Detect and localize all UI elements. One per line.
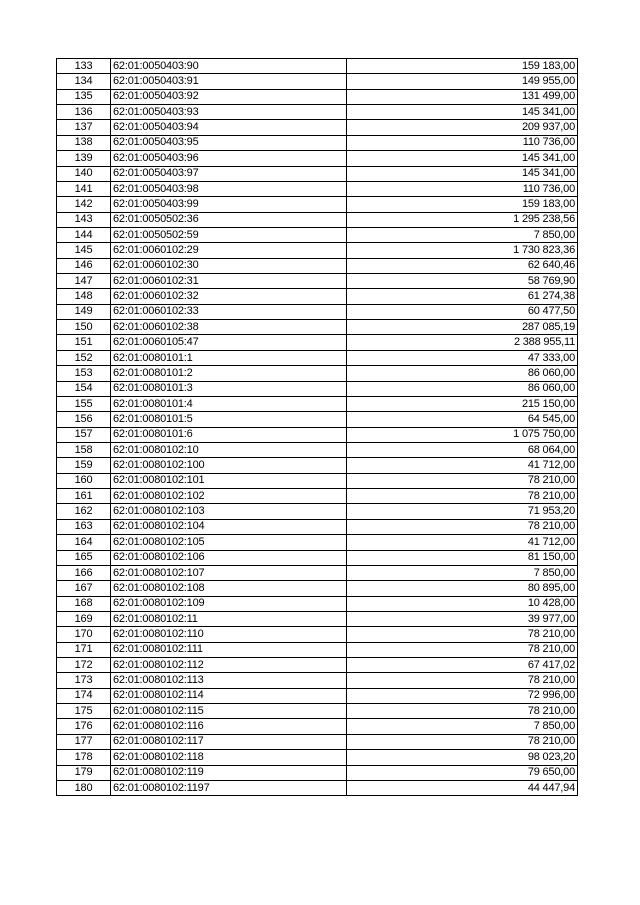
cadastral-number-cell: 62:01:0080102:1197 [111, 780, 347, 795]
value-cell: 145 341,00 [347, 105, 578, 120]
row-number-cell: 175 [57, 704, 111, 719]
value-cell: 287 085,19 [347, 320, 578, 335]
cadastral-number-cell: 62:01:0050403:99 [111, 197, 347, 212]
table-row [57, 243, 578, 258]
value-cell: 98 023,20 [347, 750, 578, 765]
table-row [57, 274, 578, 289]
table-row [57, 473, 578, 488]
cadastral-number-cell: 62:01:0080102:111 [111, 642, 347, 657]
cadastral-number-cell: 62:01:0080102:10 [111, 442, 347, 457]
table-row [57, 596, 578, 611]
table-row [57, 320, 578, 335]
table-row [57, 565, 578, 580]
cadastral-number-cell: 62:01:0080102:119 [111, 765, 347, 780]
cadastral-number-cell: 62:01:0080101:6 [111, 427, 347, 442]
row-number-cell: 162 [57, 504, 111, 519]
row-number-cell: 143 [57, 212, 111, 227]
value-cell: 159 183,00 [347, 59, 578, 74]
row-number-cell: 169 [57, 611, 111, 626]
row-number-cell: 134 [57, 74, 111, 89]
cadastral-number-cell: 62:01:0080101:1 [111, 350, 347, 365]
cadastral-number-cell: 62:01:0050403:92 [111, 89, 347, 104]
cadastral-number-cell: 62:01:0080102:113 [111, 673, 347, 688]
cadastral-number-cell: 62:01:0060102:31 [111, 274, 347, 289]
table-row [57, 765, 578, 780]
row-number-cell: 166 [57, 565, 111, 580]
table-row [57, 642, 578, 657]
table-row [57, 504, 578, 519]
table-row [57, 673, 578, 688]
cadastral-number-cell: 62:01:0080102:109 [111, 596, 347, 611]
value-cell: 41 712,00 [347, 535, 578, 550]
table-row [57, 89, 578, 104]
value-cell: 78 210,00 [347, 704, 578, 719]
value-cell: 10 428,00 [347, 596, 578, 611]
row-number-cell: 150 [57, 320, 111, 335]
row-number-cell: 170 [57, 627, 111, 642]
table-row [57, 212, 578, 227]
row-number-cell: 152 [57, 350, 111, 365]
table-row [57, 304, 578, 319]
row-number-cell: 168 [57, 596, 111, 611]
table-body [57, 59, 578, 796]
table-row [57, 550, 578, 565]
table-row [57, 489, 578, 504]
table-row [57, 258, 578, 273]
row-number-cell: 163 [57, 519, 111, 534]
cadastral-number-cell: 62:01:0060102:32 [111, 289, 347, 304]
value-cell: 44 447,94 [347, 780, 578, 795]
cadastral-number-cell: 62:01:0080101:4 [111, 396, 347, 411]
cadastral-number-cell: 62:01:0080102:118 [111, 750, 347, 765]
table-row [57, 581, 578, 596]
table-row [57, 412, 578, 427]
cadastral-number-cell: 62:01:0080102:115 [111, 704, 347, 719]
row-number-cell: 171 [57, 642, 111, 657]
table-row [57, 611, 578, 626]
cadastral-number-cell: 62:01:0080102:104 [111, 519, 347, 534]
value-cell: 131 499,00 [347, 89, 578, 104]
value-cell: 7 850,00 [347, 719, 578, 734]
row-number-cell: 172 [57, 658, 111, 673]
cadastral-number-cell: 62:01:0080102:108 [111, 581, 347, 596]
cadastral-number-cell: 62:01:0080102:11 [111, 611, 347, 626]
table-row [57, 688, 578, 703]
table-row [57, 704, 578, 719]
value-cell: 47 333,00 [347, 350, 578, 365]
value-cell: 149 955,00 [347, 74, 578, 89]
row-number-cell: 164 [57, 535, 111, 550]
row-number-cell: 138 [57, 135, 111, 150]
value-cell: 1 730 823,36 [347, 243, 578, 258]
value-cell: 78 210,00 [347, 627, 578, 642]
table-row [57, 197, 578, 212]
cadastral-number-cell: 62:01:0080102:101 [111, 473, 347, 488]
row-number-cell: 159 [57, 458, 111, 473]
cadastral-number-cell: 62:01:0050502:36 [111, 212, 347, 227]
row-number-cell: 154 [57, 381, 111, 396]
cadastral-number-cell: 62:01:0050403:97 [111, 166, 347, 181]
table-row [57, 227, 578, 242]
row-number-cell: 156 [57, 412, 111, 427]
table-row [57, 627, 578, 642]
cadastral-number-cell: 62:01:0080102:100 [111, 458, 347, 473]
table-row [57, 442, 578, 457]
table-row [57, 135, 578, 150]
value-cell: 78 210,00 [347, 734, 578, 749]
value-cell: 80 895,00 [347, 581, 578, 596]
value-cell: 71 953,20 [347, 504, 578, 519]
value-cell: 60 477,50 [347, 304, 578, 319]
value-cell: 68 064,00 [347, 442, 578, 457]
table-row [57, 59, 578, 74]
value-cell: 39 977,00 [347, 611, 578, 626]
value-cell: 209 937,00 [347, 120, 578, 135]
value-cell: 41 712,00 [347, 458, 578, 473]
cadastral-number-cell: 62:01:0050403:90 [111, 59, 347, 74]
cadastral-number-cell: 62:01:0050403:93 [111, 105, 347, 120]
cadastral-number-cell: 62:01:0080102:102 [111, 489, 347, 504]
row-number-cell: 153 [57, 366, 111, 381]
row-number-cell: 145 [57, 243, 111, 258]
cadastral-number-cell: 62:01:0080102:114 [111, 688, 347, 703]
value-cell: 78 210,00 [347, 473, 578, 488]
row-number-cell: 179 [57, 765, 111, 780]
value-cell: 78 210,00 [347, 519, 578, 534]
cadastral-number-cell: 62:01:0080102:116 [111, 719, 347, 734]
table-row [57, 458, 578, 473]
value-cell: 159 183,00 [347, 197, 578, 212]
cadastral-number-cell: 62:01:0080102:110 [111, 627, 347, 642]
table-row [57, 519, 578, 534]
cadastral-number-cell: 62:01:0050403:96 [111, 151, 347, 166]
table-row [57, 151, 578, 166]
value-cell: 110 736,00 [347, 181, 578, 196]
cadastral-number-cell: 62:01:0050502:59 [111, 227, 347, 242]
table-row [57, 535, 578, 550]
row-number-cell: 144 [57, 227, 111, 242]
row-number-cell: 135 [57, 89, 111, 104]
row-number-cell: 160 [57, 473, 111, 488]
table-row [57, 658, 578, 673]
row-number-cell: 157 [57, 427, 111, 442]
row-number-cell: 140 [57, 166, 111, 181]
value-cell: 7 850,00 [347, 565, 578, 580]
value-cell: 67 417,02 [347, 658, 578, 673]
cadastral-number-cell: 62:01:0060102:30 [111, 258, 347, 273]
table-row [57, 396, 578, 411]
row-number-cell: 173 [57, 673, 111, 688]
row-number-cell: 149 [57, 304, 111, 319]
cadastral-number-cell: 62:01:0050403:95 [111, 135, 347, 150]
row-number-cell: 174 [57, 688, 111, 703]
value-cell: 81 150,00 [347, 550, 578, 565]
row-number-cell: 139 [57, 151, 111, 166]
row-number-cell: 177 [57, 734, 111, 749]
row-number-cell: 137 [57, 120, 111, 135]
cadastral-number-cell: 62:01:0080101:3 [111, 381, 347, 396]
row-number-cell: 176 [57, 719, 111, 734]
cadastral-value-table [56, 58, 578, 796]
table-row [57, 120, 578, 135]
row-number-cell: 133 [57, 59, 111, 74]
value-cell: 1 295 238,56 [347, 212, 578, 227]
cadastral-number-cell: 62:01:0080102:106 [111, 550, 347, 565]
value-cell: 145 341,00 [347, 166, 578, 181]
value-cell: 86 060,00 [347, 381, 578, 396]
table-row [57, 289, 578, 304]
value-cell: 7 850,00 [347, 227, 578, 242]
table-row [57, 74, 578, 89]
value-cell: 78 210,00 [347, 673, 578, 688]
table-row [57, 166, 578, 181]
table-row [57, 181, 578, 196]
table-row [57, 427, 578, 442]
table-row [57, 734, 578, 749]
value-cell: 145 341,00 [347, 151, 578, 166]
row-number-cell: 141 [57, 181, 111, 196]
table-row [57, 366, 578, 381]
value-cell: 64 545,00 [347, 412, 578, 427]
value-cell: 86 060,00 [347, 366, 578, 381]
value-cell: 78 210,00 [347, 642, 578, 657]
cadastral-number-cell: 62:01:0080102:112 [111, 658, 347, 673]
cadastral-number-cell: 62:01:0050403:98 [111, 181, 347, 196]
row-number-cell: 148 [57, 289, 111, 304]
row-number-cell: 165 [57, 550, 111, 565]
cadastral-number-cell: 62:01:0080101:5 [111, 412, 347, 427]
cadastral-number-cell: 62:01:0080102:117 [111, 734, 347, 749]
row-number-cell: 158 [57, 442, 111, 457]
value-cell: 72 996,00 [347, 688, 578, 703]
row-number-cell: 142 [57, 197, 111, 212]
cadastral-number-cell: 62:01:0080101:2 [111, 366, 347, 381]
cadastral-number-cell: 62:01:0060102:38 [111, 320, 347, 335]
cadastral-number-cell: 62:01:0060102:29 [111, 243, 347, 258]
table-row [57, 750, 578, 765]
table-row [57, 719, 578, 734]
cadastral-number-cell: 62:01:0050403:91 [111, 74, 347, 89]
row-number-cell: 161 [57, 489, 111, 504]
table-row [57, 105, 578, 120]
row-number-cell: 178 [57, 750, 111, 765]
value-cell: 1 075 750,00 [347, 427, 578, 442]
cadastral-number-cell: 62:01:0080102:107 [111, 565, 347, 580]
value-cell: 215 150,00 [347, 396, 578, 411]
cadastral-number-cell: 62:01:0060105:47 [111, 335, 347, 350]
cadastral-number-cell: 62:01:0080102:103 [111, 504, 347, 519]
value-cell: 58 769,90 [347, 274, 578, 289]
value-cell: 61 274,38 [347, 289, 578, 304]
value-cell: 110 736,00 [347, 135, 578, 150]
table-row [57, 335, 578, 350]
value-cell: 62 640,46 [347, 258, 578, 273]
row-number-cell: 151 [57, 335, 111, 350]
row-number-cell: 136 [57, 105, 111, 120]
table-row [57, 350, 578, 365]
table-row [57, 780, 578, 795]
value-cell: 79 650,00 [347, 765, 578, 780]
row-number-cell: 180 [57, 780, 111, 795]
row-number-cell: 155 [57, 396, 111, 411]
row-number-cell: 147 [57, 274, 111, 289]
cadastral-number-cell: 62:01:0080102:105 [111, 535, 347, 550]
cadastral-number-cell: 62:01:0060102:33 [111, 304, 347, 319]
table-row [57, 381, 578, 396]
row-number-cell: 167 [57, 581, 111, 596]
value-cell: 2 388 955,11 [347, 335, 578, 350]
row-number-cell: 146 [57, 258, 111, 273]
cadastral-number-cell: 62:01:0050403:94 [111, 120, 347, 135]
value-cell: 78 210,00 [347, 489, 578, 504]
